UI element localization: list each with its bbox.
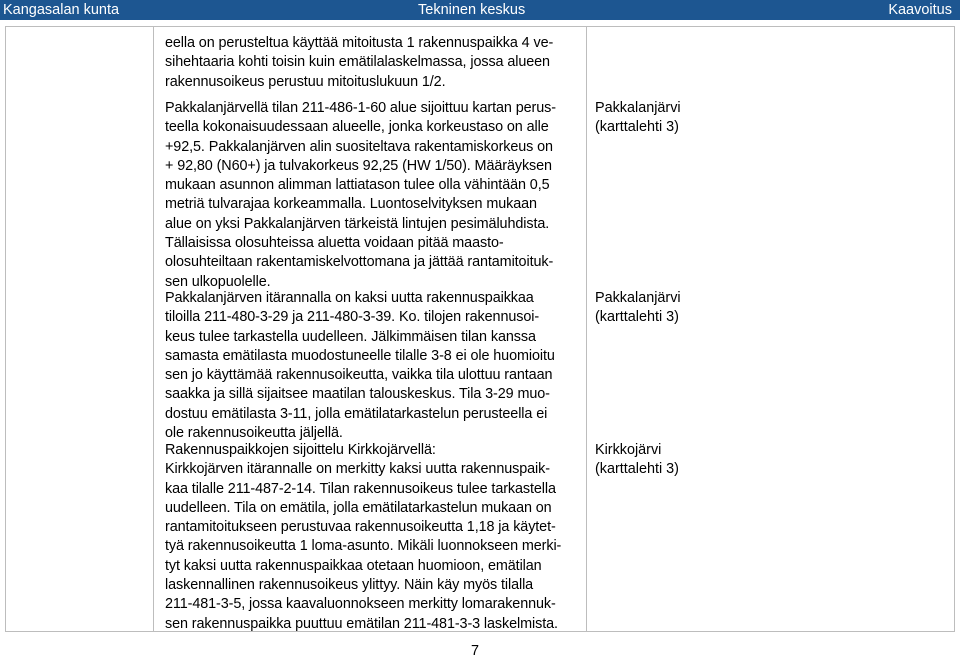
- header-department: Tekninen keskus: [418, 2, 526, 18]
- text-line: olosuhteiltaan rakentamiskelvottomana ja jättää rantamitoituk-: [165, 254, 554, 271]
- text-line: Pakkalanjärvellä tilan 211-486-1-60 alue sijoittuu kartan perus-: [165, 100, 556, 116]
- header-organization: Kangasalan kunta: [3, 2, 120, 18]
- text-line: Tällaisissa olosuhteissa aluetta voidaan pitää maasto-: [165, 235, 504, 252]
- table-divider-left: [153, 26, 154, 632]
- text-line: + 92,80 (N60+) ja tulvakorkeus 92,25 (HW 1/50). Määräyksen: [165, 157, 552, 174]
- text-line: sen rakennuspaikka puuttuu emätilan 211-481-3-3 laskelmista.: [165, 615, 558, 632]
- text-line: Rakennuspaikkojen sijoittelu Kirkkojärvellä:: [165, 442, 436, 458]
- text-line: sen jo käyttämää rakennusoikeutta, vaikka tila ulottuu rantaan: [165, 367, 553, 384]
- map-sheet-ref: (karttalehti 3): [595, 119, 679, 136]
- text-line: 211-481-3-5, jossa kaavaluonnokseen merkitty lomarakennuk-: [165, 596, 556, 613]
- text-line: sen ulkopuolelle.: [165, 273, 271, 290]
- table-row-location: [595, 289, 681, 328]
- text-line: sihehtaaria kohti toisin kuin emätilalaskelmassa, jossa alueen: [165, 54, 550, 71]
- location-name: Pakkalanjärvi: [595, 290, 681, 306]
- location-name: Kirkkojärvi: [595, 442, 662, 458]
- table-row-text: [165, 441, 577, 634]
- table-row-location: [595, 99, 681, 138]
- table-row-text: [165, 289, 577, 443]
- text-line: tyt kaksi uutta rakennuspaikkaa otetaan huomioon, emätilan: [165, 557, 542, 574]
- text-line: Pakkalanjärven itärannalla on kaksi uutta rakennuspaikkaa: [165, 290, 534, 306]
- text-line: tyä rakennusoikeutta 1 loma-asunto. Mikäli luonnokseen merki-: [165, 538, 562, 555]
- table-divider-right: [586, 26, 587, 632]
- table-row-text: [165, 99, 577, 292]
- map-sheet-ref: (karttalehti 3): [595, 309, 679, 326]
- header-section: Kaavoitus: [888, 2, 952, 18]
- text-line: teella kokonaisuudessaan alueelle, jonka korkeustaso on alle: [165, 119, 549, 136]
- text-line: +92,5. Pakkalanjärven alin suositeltava rakentamiskorkeus on: [165, 138, 553, 155]
- text-line: metriä tulvarajaa korkeammalla. Luontoselvityksen mukaan: [165, 196, 537, 213]
- map-sheet-ref: (karttalehti 3): [595, 461, 679, 478]
- text-line: kaa tilalle 211-487-2-14. Tilan rakennusoikeus tulee tarkastella: [165, 480, 556, 497]
- text-line: mukaan asunnon alimman lattiatason tulee olla vähintään 0,5: [165, 177, 550, 194]
- text-line: rantamitoitukseen perustuvaa rakennusoikeutta 1,18 ja käytet-: [165, 519, 556, 536]
- text-line: samasta emätilasta muodostuneelle tilalle 3-8 ei ole huomioitu: [165, 347, 555, 364]
- text-line: saakka ja sillä sijaitsee maatilan talouskeskus. Tila 3-29 muo-: [165, 386, 550, 403]
- text-line: Kirkkojärven itärannalle on merkitty kaksi uutta rakennuspaik-: [165, 461, 550, 478]
- text-line: tiloilla 211-480-3-29 ja 211-480-3-39. Ko. tilojen rakennusoi-: [165, 309, 540, 326]
- text-line: alue on yksi Pakkalanjärven tärkeistä lintujen pesimäluhdista.: [165, 215, 550, 232]
- text-line: dostuu emätilasta 3-11, jolla emätilatarkastelun perusteella ei: [165, 405, 548, 422]
- text-line: ole rakennusoikeutta jäljellä.: [165, 425, 343, 442]
- table-row-location: [595, 441, 679, 480]
- text-line: rakennusoikeus perustuu mitoituslukuun 1/2.: [165, 73, 446, 90]
- text-line: laskennallinen rakennusoikeus ylittyy. Näin käy myös tilalla: [165, 577, 534, 594]
- text-line: keus tulee tarkastella uudelleen. Jälkimmäisen tilan kanssa: [165, 328, 536, 345]
- text-line: eella on perusteltua käyttää mitoitusta 1 rakennuspaikka 4 ve-: [165, 35, 554, 51]
- location-name: Pakkalanjärvi: [595, 100, 681, 116]
- text-line: uudelleen. Tila on emätila, jolla emätilatarkastelun mukaan on: [165, 499, 552, 516]
- table-row-text: [165, 34, 577, 92]
- page-number: 7: [471, 643, 480, 659]
- document-header-bar: [0, 0, 960, 20]
